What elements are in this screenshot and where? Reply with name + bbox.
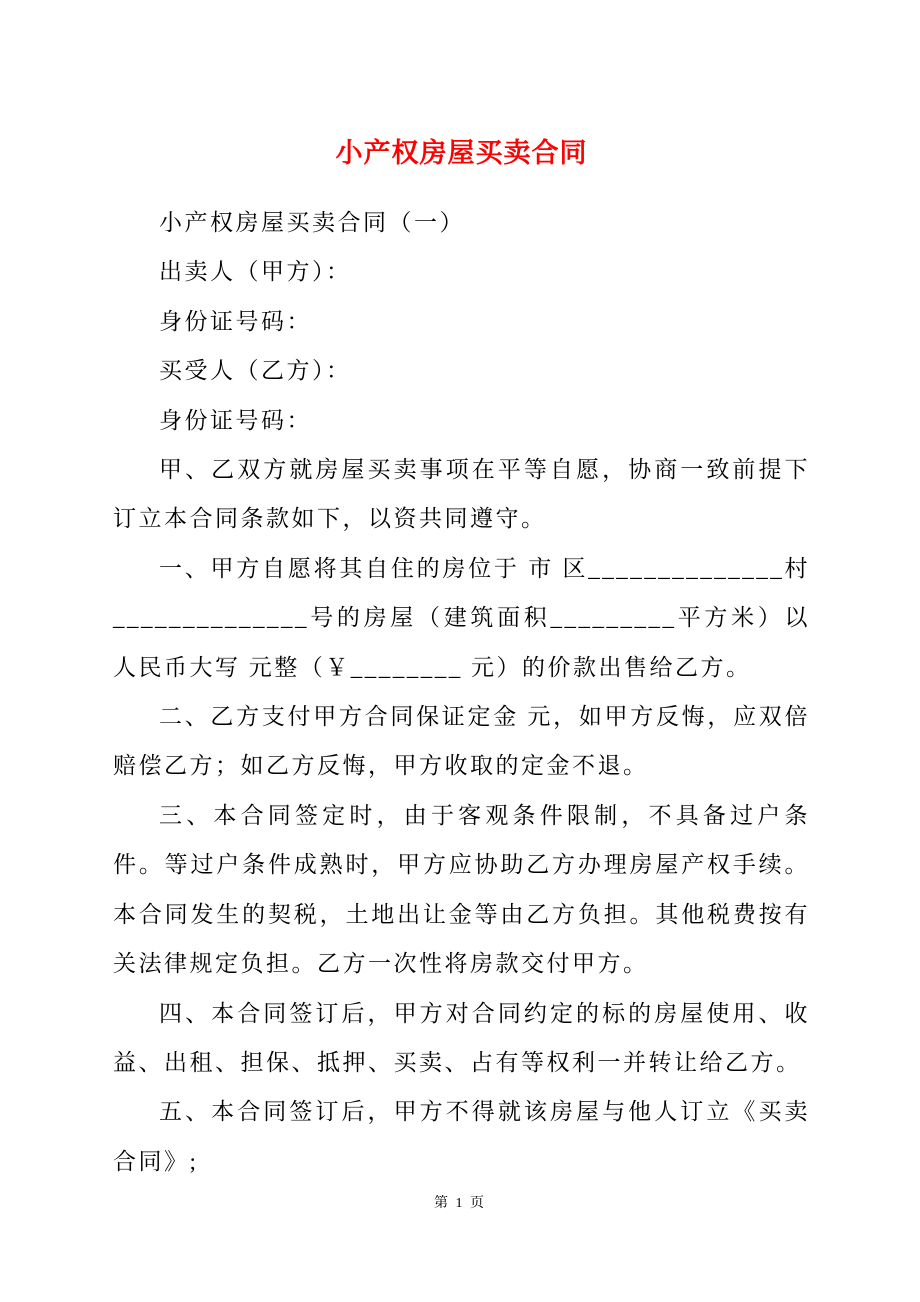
paragraph-clause-3: 三、本合同签定时，由于客观条件限制，不具备过户条件。等过户条件成熟时，甲方应协助乙方办理房屋产权手续。本合同发生的契税，土地出让金等由乙方负担。其他税费按有关法律规定负担。乙方一次性将房款交付甲方。 [113,802,810,977]
document-body [113,198,810,1186]
paragraph-clause-1: 一、甲方自愿将其自住的房位于 市 区______________村______________号的房屋（建筑面积_________平方米）以人民币大写 元整（￥________ 元）的价款出售给乙方。 [113,555,810,680]
paragraph-seller: 出卖人（甲方）： [159,259,352,285]
paragraph-buyer: 买受人（乙方）： [159,358,352,384]
paragraph-clause-5: 五、本合同签订后，甲方不得就该房屋与他人订立《买卖合同》; [113,1099,810,1174]
page-number-footer: 第 1 页 [434,1196,486,1211]
paragraph-clause-2: 二、乙方支付甲方合同保证定金 元，如甲方反悔，应双倍赔偿乙方；如乙方反悔，甲方收取的定金不退。 [113,704,810,779]
paragraph-clause-4: 四、本合同签订后，甲方对合同约定的标的房屋使用、收益、出租、担保、抵押、买卖、占有等权利一并转让给乙方。 [113,1000,810,1075]
paragraph-seller-id: 身份证号码： [159,308,312,334]
paragraph-preamble: 甲、乙双方就房屋买卖事项在平等自愿，协商一致前提下订立本合同条款如下，以资共同遵守。 [113,457,810,532]
paragraph-buyer-id: 身份证号码： [159,407,312,433]
page-title: 小产权房屋买卖合同 [335,138,588,168]
paragraph-subtitle: 小产权房屋买卖合同（一） [159,210,465,235]
